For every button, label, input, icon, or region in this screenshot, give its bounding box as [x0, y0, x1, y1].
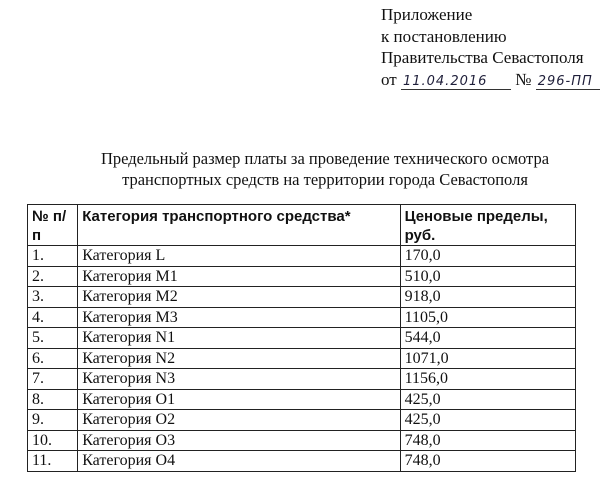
title-line-2: транспортных средств на территории города Севастополя [122, 170, 528, 189]
table-row [28, 266, 576, 287]
price-table [27, 204, 576, 472]
row-category: Категория M2 [78, 287, 400, 308]
table-row [28, 328, 576, 349]
appendix-block [381, 4, 600, 90]
row-category: Категория O2 [78, 410, 400, 431]
table-row [28, 369, 576, 390]
row-price: 544,0 [400, 328, 575, 349]
row-num: 7. [28, 369, 78, 390]
handwritten-number: 296-ПП [536, 74, 600, 90]
row-num: 4. [28, 307, 78, 328]
row-price: 170,0 [400, 246, 575, 267]
row-price: 748,0 [400, 430, 575, 451]
row-price: 1105,0 [400, 307, 575, 328]
row-num: 9. [28, 410, 78, 431]
row-num: 3. [28, 287, 78, 308]
table-row [28, 430, 576, 451]
row-price: 1156,0 [400, 369, 575, 390]
table-row [28, 246, 576, 267]
appendix-line-2: к постановлению [381, 26, 507, 46]
row-category: Категория M1 [78, 266, 400, 287]
row-price: 425,0 [400, 410, 575, 431]
row-price: 1071,0 [400, 348, 575, 369]
title-line-1: Предельный размер платы за проведение технического осмотра [100, 149, 550, 168]
appendix-line-1: Приложение [381, 5, 473, 24]
header-price: Ценовые пределы, руб. [400, 205, 575, 246]
handwritten-date: 11.04.2016 [401, 74, 511, 90]
appendix-date-line [381, 69, 600, 91]
row-num: 11. [28, 451, 78, 472]
table-row [28, 389, 576, 410]
document-title [0, 148, 600, 190]
row-category: Категория L [78, 246, 400, 267]
row-category: Категория N1 [78, 328, 400, 349]
table-row [28, 410, 576, 431]
row-price: 425,0 [400, 389, 575, 410]
row-category: Категория N3 [78, 369, 400, 390]
row-category: Категория M3 [78, 307, 400, 328]
table-header-row [28, 205, 576, 246]
row-num: 5. [28, 328, 78, 349]
row-num: 6. [28, 348, 78, 369]
table-row [28, 287, 576, 308]
row-category: Категория O4 [78, 451, 400, 472]
row-category: Категория O1 [78, 389, 400, 410]
row-price: 510,0 [400, 266, 575, 287]
row-price: 748,0 [400, 451, 575, 472]
row-num: 1. [28, 246, 78, 267]
row-category: Категория N2 [78, 348, 400, 369]
table-row [28, 307, 576, 328]
date-prefix: от [381, 69, 397, 89]
table-row [28, 451, 576, 472]
header-num: № п/п [28, 205, 78, 246]
row-category: Категория O3 [78, 430, 400, 451]
row-price: 918,0 [400, 287, 575, 308]
row-num: 10. [28, 430, 78, 451]
appendix-line-3: Правительства Севастополя [381, 48, 584, 67]
row-num: 2. [28, 266, 78, 287]
row-num: 8. [28, 389, 78, 410]
table-row [28, 348, 576, 369]
number-prefix: № [515, 69, 532, 89]
header-category: Категория транспортного средства* [78, 205, 400, 246]
